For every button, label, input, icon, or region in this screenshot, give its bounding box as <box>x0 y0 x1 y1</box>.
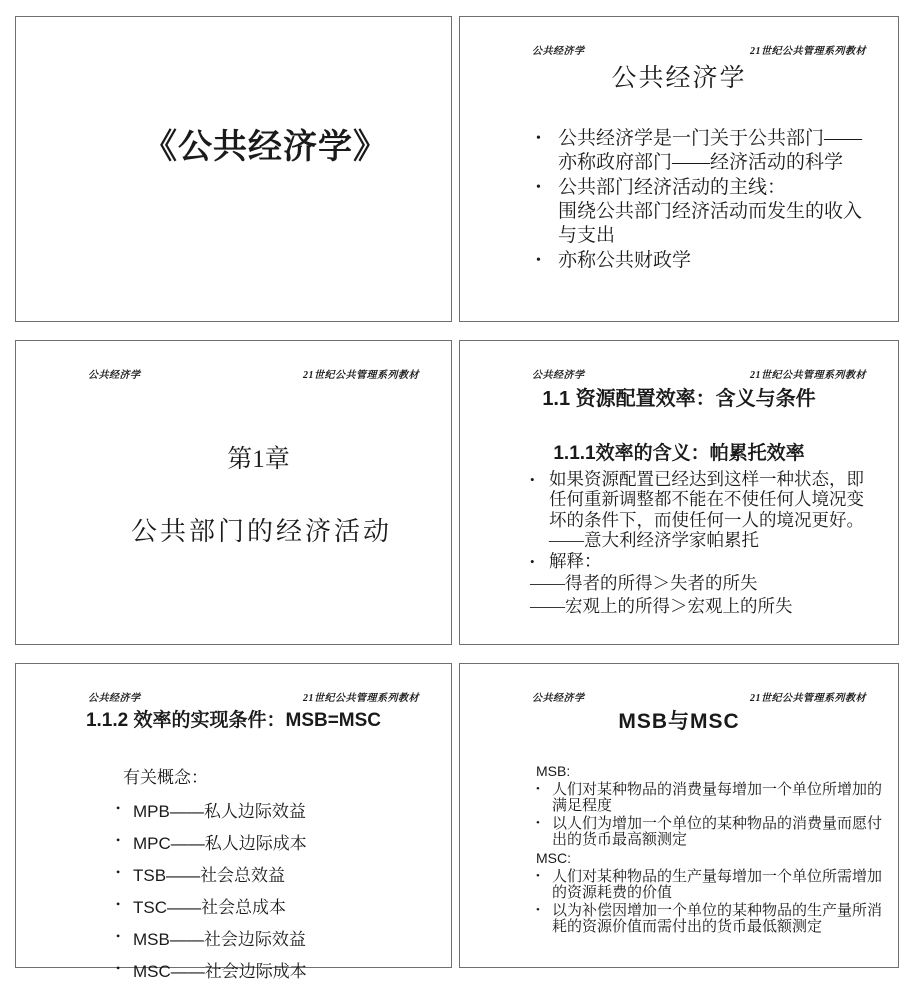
bullet-dot: • <box>116 929 121 943</box>
slide-title: 1.1 资源配置效率：含义与条件 <box>542 388 816 410</box>
header-series-name: 21世纪公共管理系列教材 <box>750 693 866 704</box>
dash-line: ——得者的所得＞失者的所失 <box>530 573 758 594</box>
handout-grid <box>15 16 899 981</box>
bullet-text: 人们对某种物品的生产量每增加一个单位所需增加的资源耗费的价值 <box>552 869 883 902</box>
bullet-dot: • <box>536 870 540 883</box>
slide-body <box>536 764 882 935</box>
bullet-dot: • <box>116 865 121 879</box>
slide-header <box>532 689 866 704</box>
header-course-name: 公共经济学 <box>88 370 141 381</box>
slide-body <box>536 127 872 273</box>
dash-line: ——宏观上的所得＞宏观上的所失 <box>530 595 793 616</box>
bullet-dot: • <box>536 904 540 917</box>
bullet-dot: • <box>116 801 121 815</box>
list-item <box>116 829 431 854</box>
bullet-item <box>530 551 878 571</box>
list-item-text: TSC——社会总成本 <box>133 898 286 917</box>
bullet-text: 公共部门经济活动的主线： <box>558 176 787 198</box>
list-item <box>116 797 431 822</box>
sub-line: 围绕公共部门经济活动而发生的收入与支出 <box>558 200 863 247</box>
slide-intro <box>459 16 899 322</box>
bullet-text: 公共经济学是一门关于公共部门——亦称政府部门——经济活动的科学 <box>558 128 863 174</box>
header-course-name: 公共经济学 <box>88 693 141 704</box>
bullet-item <box>530 469 878 551</box>
bullet-text: 亦称公共财政学 <box>558 249 692 271</box>
slide-header <box>88 689 419 704</box>
bullet-dot: • <box>530 553 535 569</box>
slide-chapter <box>15 340 452 645</box>
bullet-text: 如果资源配置已经达到这样一种状态，即任何重新调整都不能在不使任何人境况变坏的条件下，而使任何一人的境况更好。——意大利经济学家帕累托 <box>549 469 864 551</box>
chapter-title: 公共部门的经济活动 <box>130 517 392 546</box>
header-course-name: 公共经济学 <box>532 693 585 704</box>
bullet-dot: • <box>116 833 121 847</box>
bullet-dot: • <box>116 961 121 975</box>
list-item-text: MPB——私人边际效益 <box>133 802 306 821</box>
slide-header <box>88 366 419 381</box>
chapter-number: 第1章 <box>227 446 290 473</box>
bullet-text: 人们对某种物品的消费量每增加一个单位所增加的满足程度 <box>552 781 883 815</box>
bullet-item <box>536 903 882 935</box>
bullet-dot: • <box>536 782 540 795</box>
slide-cover <box>15 16 452 322</box>
msc-label: MSC: <box>536 850 571 867</box>
slide-efficiency-condition <box>15 663 452 981</box>
slide-title: MSB与MSC <box>618 710 740 733</box>
bullet-item <box>536 249 872 273</box>
list-item <box>116 861 431 886</box>
bullet-dot: • <box>536 131 541 146</box>
header-series-name: 21世纪公共管理系列教材 <box>303 693 419 704</box>
cover-title: 《公共经济学》 <box>143 128 388 166</box>
header-course-name: 公共经济学 <box>532 46 585 57</box>
bullet-text: 以为补偿因增加一个单位的某种物品的生产量所消耗的资源价值而需付出的货币最低额测定 <box>552 903 883 936</box>
bullet-dot: • <box>536 817 540 830</box>
bullet-item <box>536 869 882 901</box>
bullet-text: 解释： <box>549 550 602 571</box>
list-item <box>116 925 431 950</box>
concept-list <box>116 797 431 982</box>
slide-title: 公共经济学 <box>611 65 747 92</box>
slide-msb-msc <box>459 663 899 968</box>
slide-title: 1.1.2 效率的实现条件：MSB=MSC <box>85 710 382 731</box>
list-item-text: MSC——社会边际成本 <box>133 962 307 981</box>
bullet-dot: • <box>530 472 535 487</box>
bullet-item <box>536 176 872 200</box>
bullet-item <box>536 782 882 814</box>
header-series-name: 21世纪公共管理系列教材 <box>750 370 866 381</box>
slide-body <box>530 469 878 616</box>
slide-pareto-efficiency <box>459 340 899 645</box>
bullet-item <box>536 816 882 848</box>
list-item-text: MPC——私人边际成本 <box>133 834 307 853</box>
slide-header <box>532 42 866 57</box>
bullet-dot: • <box>536 252 541 268</box>
slide-body <box>116 763 431 982</box>
slide-header <box>532 366 866 381</box>
bullet-dot: • <box>116 897 121 911</box>
list-item <box>116 957 431 982</box>
bullet-item <box>536 127 872 176</box>
slide-subtitle: 1.1.1效率的含义：帕累托效率 <box>553 443 805 464</box>
list-item-text: MSB——社会边际效益 <box>133 930 306 949</box>
header-series-name: 21世纪公共管理系列教材 <box>303 370 419 381</box>
msb-label: MSB: <box>536 763 571 779</box>
header-series-name: 21世纪公共管理系列教材 <box>750 46 866 57</box>
list-item-text: TSB——社会总效益 <box>133 866 286 885</box>
bullet-dot: • <box>536 179 541 195</box>
bullet-text: 以人们为增加一个单位的某种物品的消费量而愿付出的货币最高额测定 <box>552 816 883 849</box>
list-intro: 有关概念： <box>123 768 208 787</box>
header-course-name: 公共经济学 <box>532 370 585 381</box>
list-item <box>116 893 431 918</box>
